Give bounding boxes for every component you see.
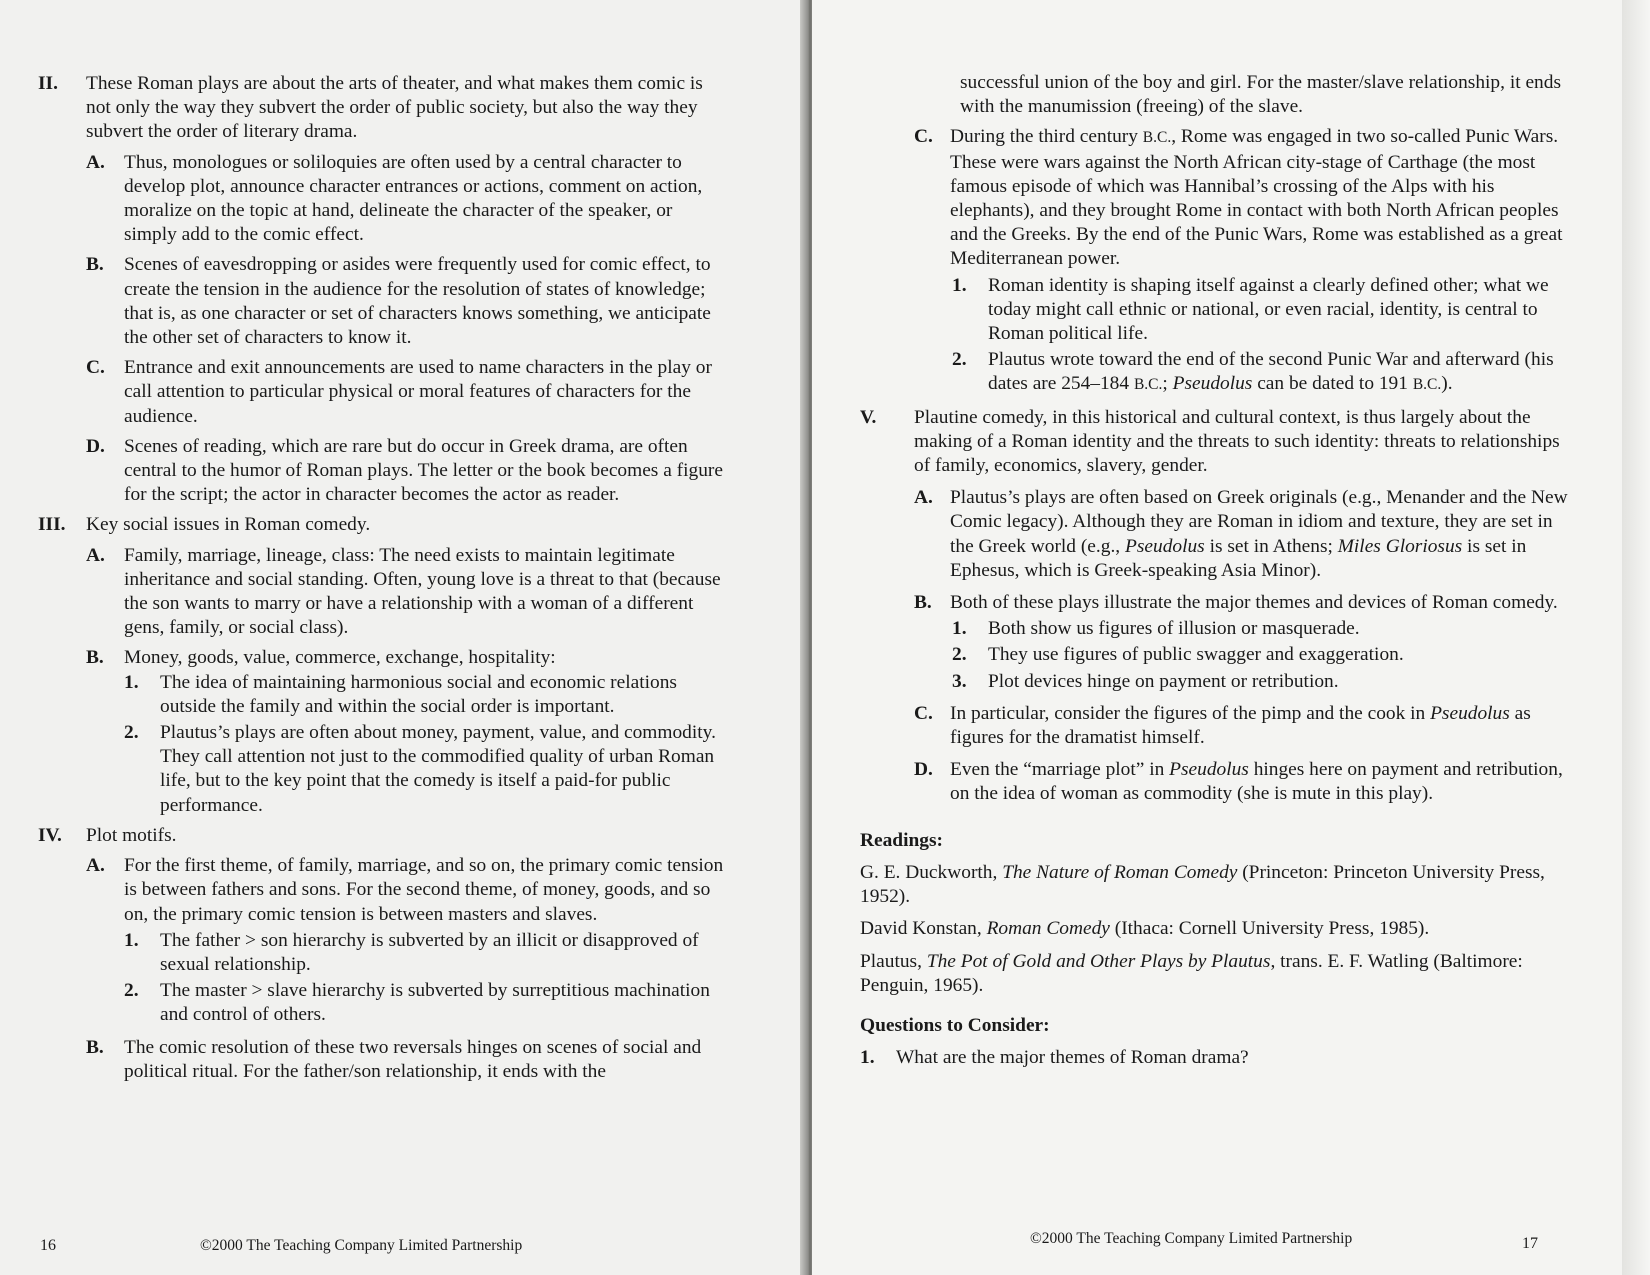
item-text: ; [1162,373,1173,395]
section-text: These Roman plays are about the arts of theater, and what makes them comic is not only the way they subvert the order of public society, but also the way they subvert the order of literary drama. [86,73,703,143]
item-text: The master > slave hierarchy is subverted by surreptitious machination and control of others. [160,980,710,1026]
item-text: Scenes of eavesdropping or asides were frequently used for comic effect, to create the tension in the audience for the resolution of states of knowledge; that is, as one character or set of characters knows something, we anticipate the other set of characters to know it. [124,254,711,349]
item-text: hinges here on payment and retribution, on the idea of woman as commodity (she is mute in this play). [950,759,1563,805]
item-label: 2. [952,349,967,371]
item-text: Thus, monologues or soliloquies are often used by a central character to develop plot, announce character entrances or actions, comment on action, moralize on the topic at hand, delineate the character of the speaker, or simply add to the comic effect. [124,151,703,246]
outline-item-5d [914,758,1580,806]
section-label: III. [38,514,66,536]
reading-publication: , trans. E. F. Watling (Baltimore: Penguin, 1965). [860,950,1523,996]
item-label: C. [914,126,933,148]
item-text: as figures for the dramatist himself. [950,702,1531,749]
item-text: Even the “marriage plot” in [950,759,1170,781]
item-label: 1. [124,671,139,693]
section-label: II. [38,73,58,94]
outline-item-3b1 [124,671,728,719]
section-text: Key social issues in Roman comedy. [86,514,371,536]
item-text: Family, marriage, lineage, class: The need exists to maintain legitimate inheritance and social standing. Often, young love is a threat to that (because the son wants to marry or have a relationship with a woman of a different gens, family, or social class). [124,544,721,639]
outline-item-3a [86,544,728,641]
item-label: 1. [860,1047,875,1069]
reading-publication: (Princeton: Princeton University Press, 1952). [860,861,1545,908]
era-abbrev: B.C. [1142,129,1172,147]
reading-title: Roman Comedy [986,918,1110,940]
item-text: During the third century [950,126,1143,148]
item-label: B. [86,254,104,276]
item-text: ). [1441,373,1453,395]
item-text: can be dated to 191 [1252,373,1413,395]
item-text: is set in Ephesus, which is Greek-speaking Asia Minor). [950,535,1527,581]
questions-heading: Questions to Consider: [860,1014,1050,1036]
outline-item-5b1 [952,617,1580,641]
item-label: 2. [952,644,967,666]
outline-item-2a [86,151,728,248]
left-page [0,0,805,1275]
item-text: They use figures of public swagger and exaggeration. [988,644,1404,666]
item-label: 1. [952,274,967,296]
item-text: Plot devices hinge on payment or retribution. [988,670,1339,692]
era-abbrev: B.C. [1133,376,1163,394]
item-text: The comic resolution of these two reversals hinges on scenes of social and political ritual. For the father/son relationship, it ends with the [124,1036,702,1082]
continuation-text [860,71,1580,119]
left-page-content [38,72,728,1090]
item-text: Money, goods, value, commerce, exchange, hospitality: [124,647,556,669]
outline-section-2 [38,72,728,145]
item-label: 2. [124,980,139,1002]
page-edge [1622,0,1650,1275]
outline-item-4a1 [124,929,728,977]
page-number: 16 [40,1237,56,1254]
item-label: 2. [124,722,139,744]
outline-item-4a2 [124,979,728,1027]
item-label: D. [914,759,933,781]
item-label: D. [86,435,105,457]
item-label: B. [86,647,104,669]
item-text: successful union of the boy and girl. For the master/slave relationship, it ends with the manumission (freeing) of the slave. [960,72,1561,118]
era-abbrev: B.C. [1412,376,1442,394]
reading-entry [860,917,1580,941]
copyright-footer: ©2000 The Teaching Company Limited Partnership [200,1237,523,1254]
readings-heading: Readings: [860,829,943,851]
item-label: B. [914,592,932,614]
play-title: Pseudolus [1169,759,1249,781]
item-text: The idea of maintaining harmonious social and economic relations outside the family and within the social order is important. [160,671,677,717]
outline-item-2d [86,435,728,508]
copyright-footer: ©2000 The Teaching Company Limited Partnership [1030,1230,1353,1247]
item-text: Entrance and exit announcements are used to name characters in the play or call attention to particular physical or moral features of characters for the audience. [124,357,712,427]
item-label: C. [914,702,933,724]
play-title: Pseudolus [1430,702,1510,724]
item-label: A. [914,487,933,509]
outline-item-4b [86,1036,728,1084]
page-number: 17 [1522,1235,1538,1252]
item-text: In particular, consider the figures of the pimp and the cook in [950,702,1431,724]
reading-author: David Konstan, [860,918,987,940]
outline-item-3b2 [124,721,728,818]
item-text: For the first theme, of family, marriage, and so on, the primary comic tension is between fathers and sons. For the second theme, of money, goods, and so on, the primary comic tension is between masters and slaves. [124,855,724,925]
outline-section-4 [38,824,728,848]
outline-item-5c [914,702,1580,750]
item-text: Roman identity is shaping itself against a clearly defined other; what we today might call ethnic or national, or even racial, identity, is central to Roman political life. [988,274,1549,345]
item-text: Scenes of reading, which are rare but do occur in Greek drama, are often central to the humor of Roman plays. The letter or the book becomes a figure for the script; the actor in character becomes the actor as reader. [124,435,723,506]
outline-item-2c [86,356,728,429]
reading-title: The Nature of Roman Comedy [1002,861,1238,883]
item-text: Both show us figures of illusion or masquerade. [988,618,1360,640]
reading-author: Plautus, [860,950,927,972]
reading-publication: (Ithaca: Cornell University Press, 1985). [1109,918,1430,940]
item-text: Plautus’s plays are often about money, payment, value, and commodity. They call attention not just to the commodified quality of urban Roman life, but to the key point that the comedy is itself a paid-for public performance. [160,722,716,816]
item-label: A. [86,855,105,877]
item-label: 1. [952,618,967,640]
item-text: , Rome was engaged in two so-called Punic Wars. These were wars against the North African city-stage of Carthage (the most famous episode of which was Hannibal’s crossing of the Alps with his elephants), and they brought Rome in contact with both North African peoples and the Greeks. By the end of the Punic Wars, Rome was established as a great Mediterranean power. [950,126,1563,270]
outline-section-5 [860,406,1580,479]
outline-item-4c1 [952,274,1580,347]
section-label: IV. [38,824,62,846]
section-label: V. [860,406,877,428]
reading-title: The Pot of Gold and Other Plays by Plautus [926,950,1271,972]
item-label: B. [86,1036,104,1058]
right-page-content [860,71,1580,1070]
reading-author: G. E. Duckworth, [860,861,1003,883]
item-label: 3. [952,670,967,692]
outline-item-5b3 [952,670,1580,694]
play-title: Pseudolus [1172,373,1253,395]
item-label: C. [86,357,105,379]
reading-entry [860,861,1580,909]
question-text: What are the major themes of Roman drama? [896,1047,1249,1069]
question-item [860,1046,1580,1070]
play-title: Miles Gloriosus [1337,535,1463,557]
outline-item-4a [86,854,728,927]
item-label: A. [86,544,105,566]
item-label: 1. [124,929,139,951]
outline-item-2b [86,253,728,350]
outline-section-3 [38,513,728,537]
right-page [812,0,1650,1275]
outline-item-5a [914,486,1580,583]
item-text: Plautus wrote toward the end of the second Punic War and afterward (his dates are 254–184 [988,349,1554,395]
section-text: Plot motifs. [86,824,177,846]
outline-item-4c2 [952,348,1580,397]
outline-item-4c [914,125,1580,271]
section-text: Plautine comedy, in this historical and cultural context, is thus largely about the making of a Roman identity and the threats to such identity: threats to relationships of family, economics, slavery, gender. [914,406,1560,477]
item-text: The father > son hierarchy is subverted by an illicit or disapproved of sexual relationship. [160,929,699,975]
outline-item-5b [914,591,1580,615]
play-title: Pseudolus [1125,535,1205,557]
outline-item-3b [86,646,728,670]
item-text: is set in Athens; [1204,535,1338,557]
reading-entry [860,950,1580,998]
item-label: A. [86,151,105,173]
item-text: Plautus’s plays are often based on Greek originals (e.g., Menander and the New Comic legacy). Although they are Roman in idiom and texture, they are set in the Greek world (e.g., [950,487,1568,557]
item-text: Both of these plays illustrate the major themes and devices of Roman comedy. [950,592,1558,614]
outline-item-5b2 [952,643,1580,667]
